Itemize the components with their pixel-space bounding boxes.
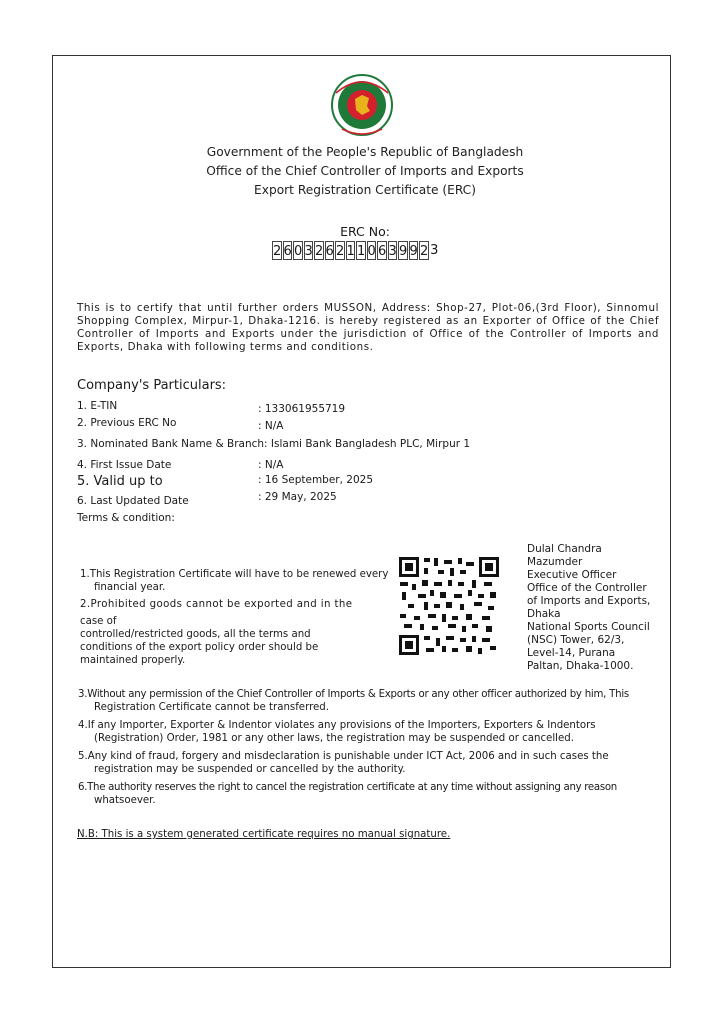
erc-digit: 3 [388, 241, 398, 260]
etin-value: : 133061955719 [258, 403, 346, 415]
last-updated-label: 6. Last Updated Date [77, 495, 189, 507]
erc-digit-trailing: 3 [430, 243, 439, 258]
erc-label: ERC No: [340, 224, 390, 239]
term-2-line-4: conditions of the export policy order should be [80, 642, 319, 653]
term-6 [78, 781, 617, 807]
term-2-line-2: case of [80, 616, 117, 627]
erc-digit: 1 [346, 241, 356, 260]
erc-digit: 6 [325, 241, 335, 260]
first-issue-label: 4. First Issue Date [77, 459, 172, 471]
nominated-bank: 3. Nominated Bank Name & Branch: Islami Bank Bangladesh PLC, Mirpur 1 [77, 438, 471, 450]
term-4-line-1: 4.If any Importer, Exporter & Indentor violates any provisions of the Importers, Exporters & Indentors [78, 720, 596, 731]
valid-up-to-value: : 16 September, 2025 [258, 474, 374, 486]
etin-label: 1. E-TIN [77, 400, 118, 412]
officer-address-line-2: (NSC) Tower, 62/3, [527, 634, 625, 646]
previous-erc-value: : N/A [258, 420, 284, 432]
certification-text: This is to certify that until further orders MUSSON, Address: Shop-27, Plot-06,(3rd Floor), Sinnomul Shopping Complex, Mirpur-1, Dhaka-1216. is hereby registered as an Exporter of Office of the Chief Controller of Imports and Exports under the jurisdiction of Office of the Controller of Imports and Exports, Dhaka with following terms and conditions. [77, 302, 659, 353]
officer-title: Executive Officer [527, 569, 617, 581]
officer-address-line-1: National Sports Council [527, 621, 650, 633]
erc-digit: 0 [367, 241, 377, 260]
qr-code-icon [398, 556, 500, 656]
term-4 [78, 719, 596, 745]
erc-digit: 3 [304, 241, 314, 260]
term-2-line-5: maintained properly. [80, 655, 186, 666]
erc-digit: 2 [314, 241, 324, 260]
erc-digit: 9 [398, 241, 408, 260]
officer-address-line-4: Paltan, Dhaka-1000. [527, 660, 634, 672]
officer-name-line-2: Mazumder [527, 556, 583, 568]
erc-digit: 1 [356, 241, 366, 260]
erc-number [272, 241, 440, 260]
officer-office-line-1: Office of the Controller [527, 582, 647, 594]
erc-digit: 6 [377, 241, 387, 260]
term-5 [78, 750, 609, 776]
erc-digit: 9 [409, 241, 419, 260]
erc-digit: 2 [335, 241, 345, 260]
officer-office-line-2: of Imports and Exports, [527, 595, 651, 607]
term-2-line-3: controlled/restricted goods, all the terms and [80, 629, 311, 640]
erc-digit: 6 [283, 241, 293, 260]
previous-erc-label: 2. Previous ERC No [77, 417, 177, 429]
header-office: Office of the Chief Controller of Imports and Exports [206, 164, 524, 178]
erc-digit: 0 [293, 241, 303, 260]
term-1: 1.This Registration Certificate will have to be renewed every financial year. [80, 569, 389, 593]
valid-up-to-label: 5. Valid up to [77, 474, 163, 489]
officer-name-line-1: Dulal Chandra [527, 543, 602, 555]
first-issue-value: : N/A [258, 459, 284, 471]
term-3-line-2: Registration Certificate cannot be transferred. [94, 702, 330, 713]
officer-block [527, 543, 667, 673]
officer-office-line-3: Dhaka [527, 608, 561, 620]
term-4-line-2: (Registration) Order, 1981 or any other laws, the registration may be suspended or cancelled. [94, 733, 574, 744]
government-seal-icon [322, 73, 402, 137]
header-government: Government of the People's Republic of Bangladesh [206, 145, 524, 159]
term-2-line-1: 2.Prohibited goods cannot be exported and in the [80, 599, 353, 610]
erc-digit: 2 [419, 241, 429, 260]
term-6-line-1: 6.The authority reserves the right to cancel the registration certificate at any time without assigning any reason [78, 782, 617, 793]
officer-address-line-3: Level-14, Purana [527, 647, 616, 659]
company-particulars-title: Company's Particulars: [77, 378, 227, 393]
term-6-line-2: whatsoever. [94, 795, 156, 806]
last-updated-value: : 29 May, 2025 [258, 491, 337, 503]
terms-title: Terms & condition: [77, 512, 175, 524]
system-generated-note: N.B: This is a system generated certificate requires no manual signature. [77, 829, 451, 840]
erc-digit: 2 [272, 241, 282, 260]
term-3-line-1: 3.Without any permission of the Chief Controller of Imports & Exports or any other officer authorized by him, This [78, 689, 629, 700]
term-5-line-2: registration may be suspended or cancelled by the authority. [94, 764, 406, 775]
term-3 [78, 688, 629, 714]
term-5-line-1: 5.Any kind of fraud, forgery and misdeclaration is punishable under ICT Act, 2006 and in such cases the [78, 751, 609, 762]
header-certificate-title: Export Registration Certificate (ERC) [254, 183, 476, 197]
